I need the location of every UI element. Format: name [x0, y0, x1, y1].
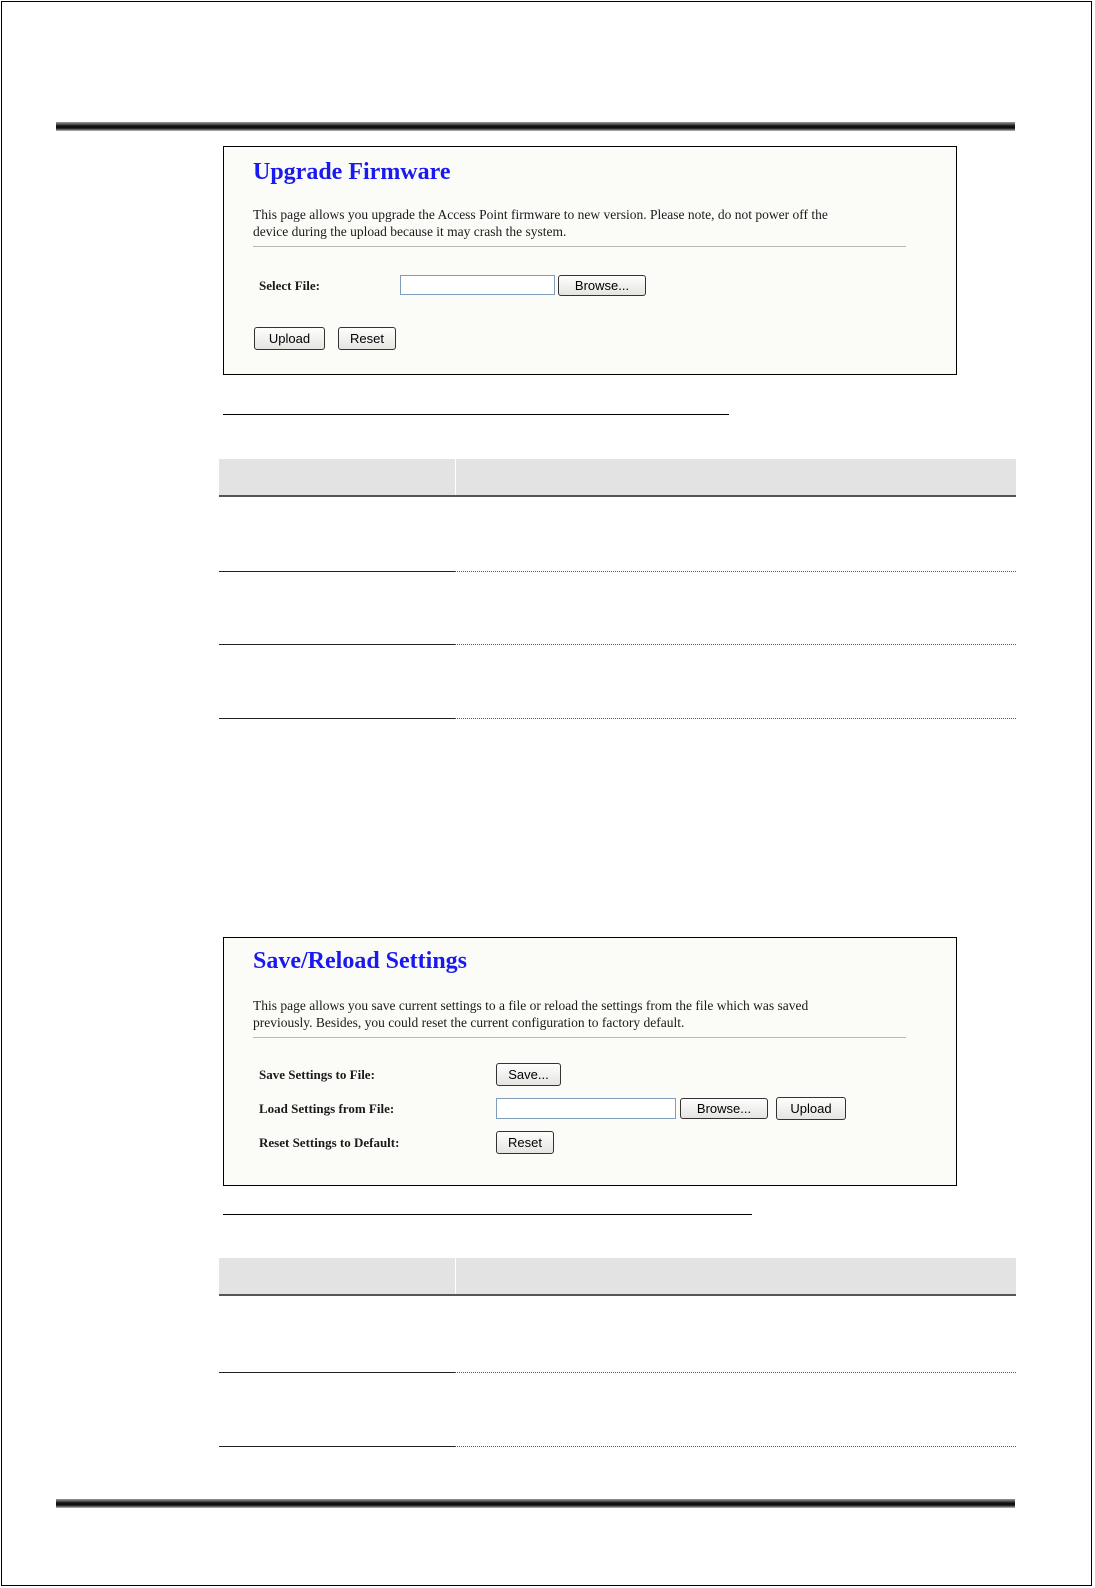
load-settings-browse-button[interactable]: Browse... — [680, 1098, 768, 1119]
upgrade-firmware-description-line2: device during the upload because it may crash the system. — [253, 224, 567, 239]
save-reload-description-line1: This page allows you save current settings to a file or reload the settings from the file which was saved — [253, 998, 809, 1013]
save-reload-description-line2: previously. Besides, you could reset the current configuration to factory default. — [253, 1015, 685, 1030]
table-header-2 — [219, 1258, 1016, 1296]
reset-settings-button[interactable]: Reset — [496, 1131, 554, 1154]
load-settings-label: Load Settings from File: — [259, 1101, 395, 1116]
firmware-file-input[interactable] — [400, 275, 555, 295]
caption-underline-2 — [223, 1214, 752, 1215]
upgrade-firmware-divider — [253, 246, 906, 247]
save-reload-settings-title: Save/Reload Settings — [253, 948, 468, 974]
upgrade-firmware-panel — [223, 146, 957, 375]
save-reload-settings-panel — [223, 937, 957, 1186]
reset-settings-label: Reset Settings to Default: — [259, 1135, 400, 1150]
firmware-upload-button[interactable]: Upload — [254, 327, 325, 350]
upgrade-firmware-description-line1: This page allows you upgrade the Access Point firmware to new version. Please note, do not power off the — [253, 207, 828, 222]
load-settings-file-input[interactable] — [496, 1098, 676, 1119]
firmware-browse-button[interactable]: Browse... — [558, 275, 646, 296]
save-reload-divider — [253, 1037, 906, 1038]
upgrade-firmware-title: Upgrade Firmware — [253, 159, 451, 185]
caption-underline-1 — [223, 414, 729, 415]
save-settings-label: Save Settings to File: — [259, 1067, 375, 1082]
firmware-reset-button[interactable]: Reset — [338, 327, 396, 350]
table-header-1 — [219, 459, 1016, 497]
header-rule — [56, 122, 1015, 131]
save-settings-button[interactable]: Save... — [496, 1063, 561, 1086]
footer-rule — [56, 1499, 1015, 1508]
load-settings-upload-button[interactable]: Upload — [776, 1097, 846, 1120]
select-file-label: Select File: — [259, 278, 320, 293]
